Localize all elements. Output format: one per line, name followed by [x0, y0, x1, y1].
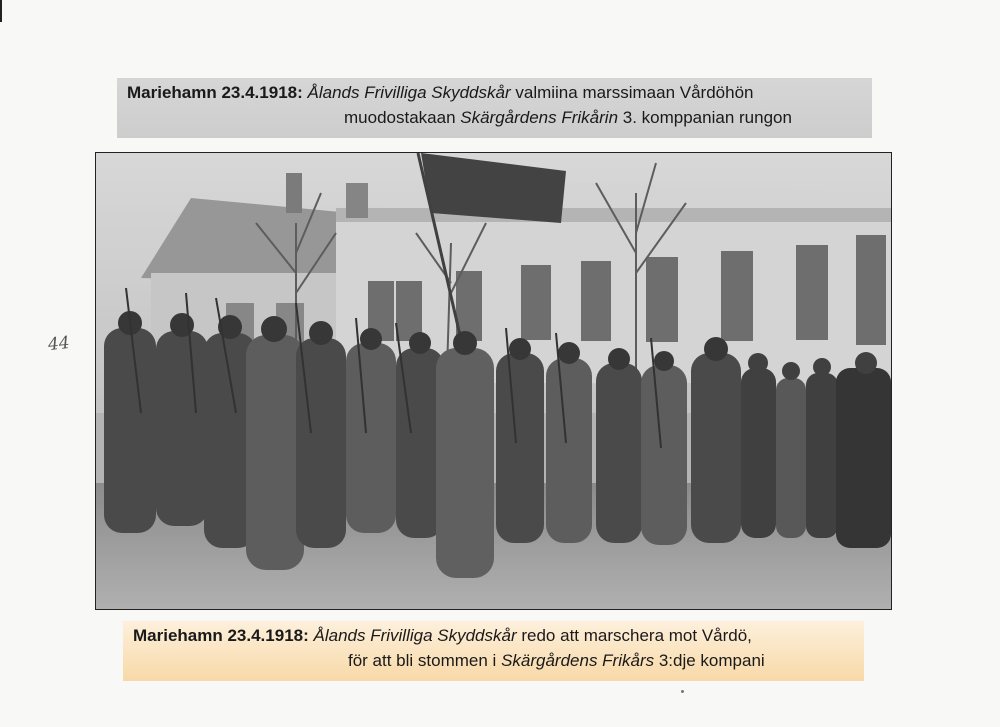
handwritten-page-number: 44 — [47, 332, 71, 356]
historical-photograph — [95, 152, 892, 610]
swedish-unit-name: Skärgårdens Frikårs — [501, 651, 655, 670]
finnish-caption-line-2 — [127, 105, 862, 130]
swedish-caption-line-2 — [133, 648, 854, 673]
swedish-line2-rest: 3:dje kompani — [654, 651, 765, 670]
photograph-scene — [96, 153, 891, 609]
finnish-line2-rest: 3. komppanian rungon — [618, 108, 792, 127]
swedish-corps-name: Ålands Frivilliga Skyddskår — [313, 626, 517, 645]
finnish-corps-name: Ålands Frivilliga Skyddskår — [307, 83, 511, 102]
swedish-place-date: Mariehamn 23.4.1918: — [133, 626, 309, 645]
finnish-caption-line-1 — [127, 80, 862, 105]
finnish-caption — [117, 78, 872, 138]
swedish-caption-line-1 — [133, 623, 854, 648]
finnish-line1-rest: valmiina marssimaan Vårdöhön — [510, 83, 754, 102]
swedish-line1-rest: redo att marschera mot Vårdö, — [516, 626, 752, 645]
swedish-caption — [123, 621, 864, 681]
swedish-line2-start: för att bli stommen i — [348, 651, 502, 670]
scan-speck — [681, 690, 684, 693]
scan-edge-mark — [0, 0, 2, 22]
finnish-unit-name: Skärgårdens Frikårin — [460, 108, 619, 127]
finnish-line2-start: muodostakaan — [344, 108, 461, 127]
finnish-place-date: Mariehamn 23.4.1918: — [127, 83, 303, 102]
